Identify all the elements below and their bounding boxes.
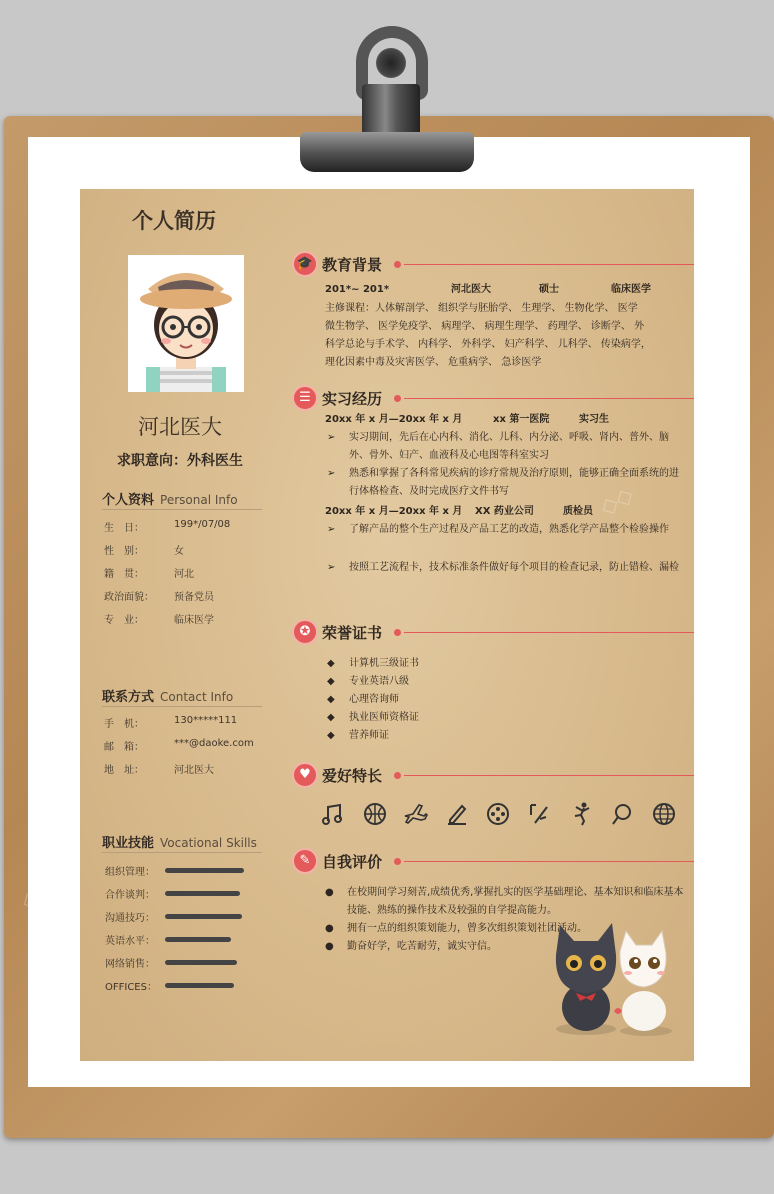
skills-heading: 职业技能 Vocational Skills bbox=[102, 832, 257, 851]
skill-label: 合作谈判： bbox=[105, 889, 155, 901]
skill-label: 沟通技巧： bbox=[105, 912, 155, 924]
skill-row bbox=[105, 859, 244, 881]
job-row: 20xx 年 x 月—20xx 年 x 月 XX 药业公司 质检员 bbox=[325, 506, 593, 517]
info-row: 手 机： 130*****111 bbox=[104, 715, 238, 730]
skill-row bbox=[105, 974, 234, 996]
section-title: 荣誉证书 bbox=[322, 624, 383, 642]
resume-title: 个人简历 bbox=[132, 209, 216, 233]
section-title: 爱好特长 bbox=[322, 767, 383, 785]
skill-label: OFFICES： bbox=[105, 981, 157, 993]
skill-bar bbox=[165, 960, 237, 965]
job-point: ➢ 了解产品的整个生产过程及产品工艺的改造，熟悉化学产品整个检验操作 bbox=[327, 524, 669, 535]
info-row: 性 别： 女 bbox=[104, 546, 184, 557]
divider bbox=[404, 861, 694, 862]
job-point: ➢ 熟悉和掌握了各科常见疾病的诊疗常规及治疗原则，能够正确全面系统的进行体格检查、及时完成医疗文件书写 bbox=[327, 468, 679, 497]
section-title: 实习经历 bbox=[322, 390, 383, 408]
honor-item: ◆ 计算机三级证书 bbox=[327, 658, 419, 669]
section-title: 自我评价 bbox=[322, 853, 383, 871]
skill-bar bbox=[165, 914, 242, 919]
info-row: 邮 箱： ***@daoke.com bbox=[104, 738, 254, 753]
resume-page bbox=[17, 189, 694, 1061]
skill-label: 网络销售： bbox=[105, 958, 155, 970]
globe-icon bbox=[651, 801, 677, 827]
job-intent: 求职意向：外科医生 bbox=[117, 453, 243, 469]
airplane-icon bbox=[402, 801, 428, 827]
eval-point: ● 在校期间学习刻苦,成绩优秀,掌握扎实的医学基础理论、基本知识和临床基本技能、熟练的操作技术及较强的自学提高能力。 bbox=[325, 887, 684, 916]
dot bbox=[394, 772, 401, 779]
education-header bbox=[290, 249, 694, 279]
medal-icon: ✪ bbox=[292, 619, 318, 645]
skill-bar bbox=[165, 937, 231, 942]
heart-icon: ♥ bbox=[292, 762, 318, 788]
candidate-name: 河北医大 bbox=[138, 415, 222, 439]
divider bbox=[404, 264, 694, 265]
self-eval-header bbox=[290, 846, 694, 876]
divider bbox=[404, 632, 694, 633]
calligraphy-icon bbox=[526, 801, 552, 827]
contact-info-list bbox=[104, 715, 254, 784]
info-row: 地 址： 河北医大 bbox=[104, 765, 214, 776]
contact-info-heading: 联系方式 Contact Info bbox=[102, 686, 233, 705]
edit-icon: ✎ bbox=[292, 848, 318, 874]
skill-label: 组织管理： bbox=[105, 866, 155, 878]
clip-rivet bbox=[376, 48, 406, 78]
avatar bbox=[128, 255, 244, 392]
skill-bar bbox=[165, 868, 244, 873]
skill-row bbox=[105, 951, 237, 973]
skill-bar bbox=[165, 983, 234, 988]
watermark: ◇◇◇ bbox=[17, 867, 74, 916]
honor-item: ◆ 心理咨询师 bbox=[327, 694, 399, 705]
cats-illustration bbox=[542, 911, 682, 1041]
skill-row bbox=[105, 882, 240, 904]
skill-row bbox=[105, 928, 231, 950]
honors-header bbox=[290, 617, 694, 647]
watermark: ◇◇ bbox=[596, 482, 638, 521]
job-row: 20xx 年 x 月—20xx 年 x 月 xx 第一医院 实习生 bbox=[325, 414, 609, 425]
job-point: ➢ 实习期间，先后在心内科、消化、儿科、内分泌、呼吸、肾内、普外、脑外、骨外、妇产、血液科及心电图等科室实习 bbox=[327, 432, 669, 461]
search-icon bbox=[609, 801, 635, 827]
music-icon bbox=[320, 801, 346, 827]
honor-item: ◆ 营养师证 bbox=[327, 730, 389, 741]
job-point: ➢ 按照工艺流程卡，技术标准条件做好每个项目的检查记录，防止错检、漏检 bbox=[327, 562, 679, 573]
courses: 主修课程：人体解剖学、 组织学与胚胎学、 生理学、 生物化学、 医学 微生物学、 医学免疫学、 病理学、 病理生理学、 药理学、 诊断学、 外 科学总论与手术学、 内科学、 外科学、 妇产科学、 儿科学、 传染病学， 理化因素中毒及灾害医学、 危重病学、 急诊医学 bbox=[325, 303, 651, 368]
education-row: 201*~ 201* 河北医大 硕士 临床医学 bbox=[325, 284, 651, 295]
skill-row bbox=[105, 905, 242, 927]
clip-base bbox=[300, 132, 474, 172]
honor-item: ◆ 专业英语八级 bbox=[327, 676, 409, 687]
dance-icon bbox=[568, 801, 594, 827]
divider bbox=[404, 775, 694, 776]
dot bbox=[394, 395, 401, 402]
hobbies-header bbox=[290, 760, 694, 790]
dot bbox=[394, 629, 401, 636]
honor-item: ◆ 执业医师资格证 bbox=[327, 712, 419, 723]
info-row: 生 日： 199*/07/08 bbox=[104, 519, 231, 534]
dot bbox=[394, 261, 401, 268]
avatar-illustration bbox=[128, 255, 244, 392]
skill-label: 英语水平： bbox=[105, 935, 155, 947]
clipboard-icon: ☰ bbox=[292, 385, 318, 411]
graduation-cap-icon: 🎓 bbox=[292, 251, 318, 277]
eval-point: ● 拥有一点的组织策划能力，曾多次组织策划社团活动。 bbox=[325, 923, 587, 934]
info-row: 专 业： 临床医学 bbox=[104, 615, 214, 626]
dot bbox=[394, 858, 401, 865]
info-row: 政治面貌： 预备党员 bbox=[104, 592, 214, 603]
personal-info-heading: 个人资料 Personal Info bbox=[102, 489, 238, 508]
internship-header bbox=[290, 383, 694, 413]
basketball-icon bbox=[362, 801, 388, 827]
section-title: 教育背景 bbox=[322, 256, 383, 274]
info-row: 籍 贯： 河北 bbox=[104, 569, 194, 580]
skill-bar bbox=[165, 891, 240, 896]
left-column bbox=[80, 189, 280, 1061]
personal-info-list bbox=[104, 519, 230, 634]
film-reel-icon bbox=[485, 801, 511, 827]
pen-icon bbox=[444, 801, 470, 827]
eval-point: ● 勤奋好学，吃苦耐劳，诚实守信。 bbox=[325, 941, 497, 952]
divider bbox=[404, 398, 694, 399]
